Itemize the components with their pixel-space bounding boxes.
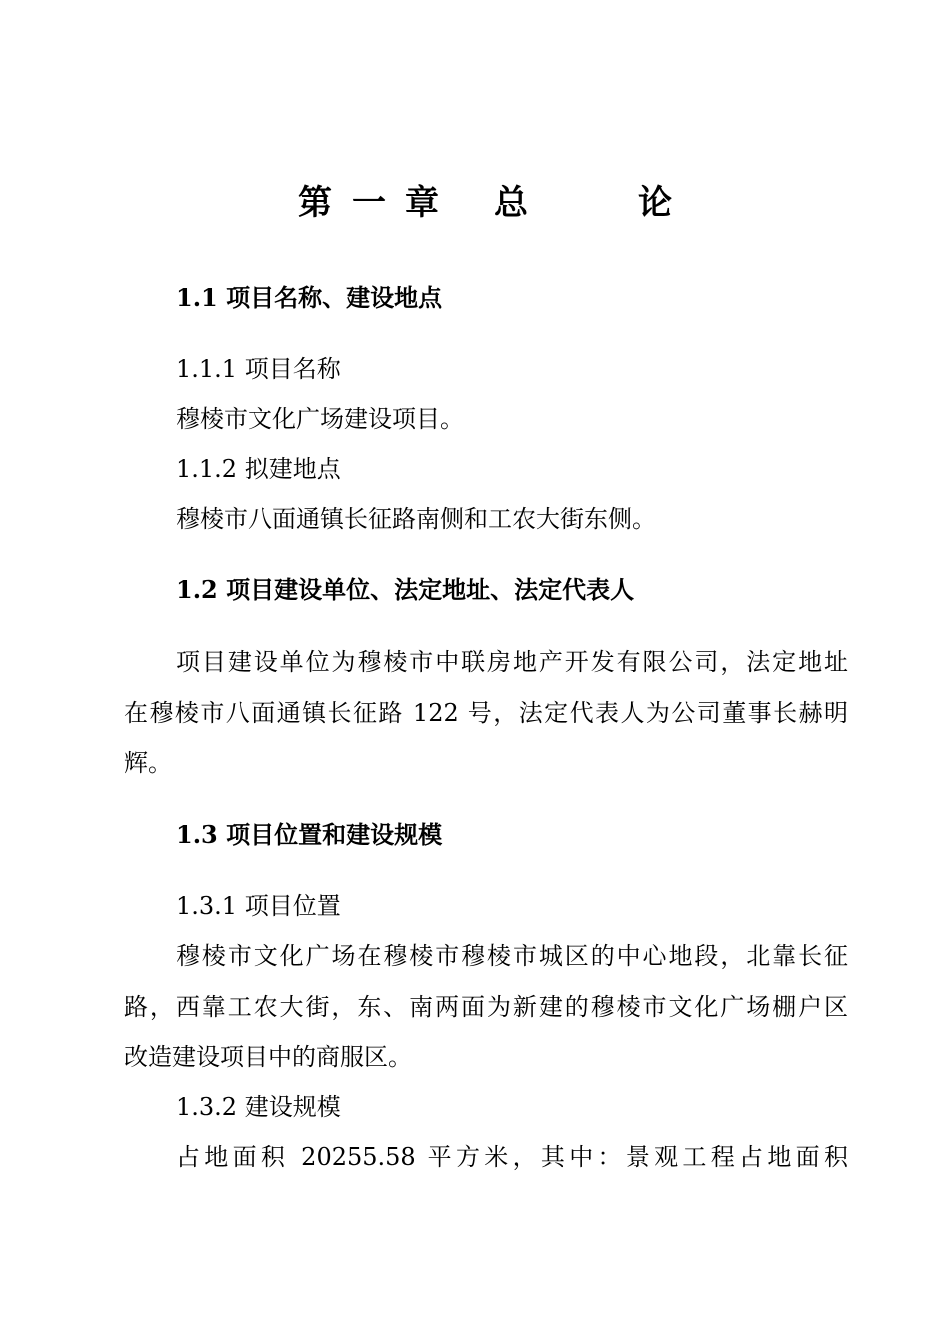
section-1-2-heading: 1.2 项目建设单位、法定地址、法定代表人	[176, 575, 635, 604]
section-1-1-1-heading: 1.1.1 项目名称	[176, 355, 341, 383]
chapter-title-char-5: 论	[638, 183, 672, 223]
section-1-3-1-para-line-3: 改造建设项目中的商服区。	[124, 1043, 412, 1071]
section-1-3-2-para-line-1: 占地面积 20255.58 平方米，其中：景观工程占地面积	[176, 1143, 848, 1171]
section-1-2-para-line-3: 辉。	[124, 749, 172, 777]
chapter-title-char-3: 章	[405, 183, 439, 223]
section-1-1-2-heading: 1.1.2 拟建地点	[176, 455, 341, 483]
chapter-title-char-1: 第	[298, 183, 332, 223]
section-1-3-1-para-line-2: 路，西靠工农大街，东、南两面为新建的穆棱市文化广场棚户区	[124, 993, 848, 1021]
section-1-3-2-heading: 1.3.2 建设规模	[176, 1093, 341, 1121]
section-1-3-1-heading: 1.3.1 项目位置	[176, 892, 341, 920]
chapter-title-char-2: 一	[352, 183, 386, 223]
section-1-1-2-text: 穆棱市八面通镇长征路南侧和工农大街东侧。	[176, 505, 656, 533]
section-1-2-para-line-1: 项目建设单位为穆棱市中联房地产开发有限公司，法定地址	[176, 648, 848, 676]
section-1-3-1-para-line-1: 穆棱市文化广场在穆棱市穆棱市城区的中心地段，北靠长征	[176, 942, 848, 970]
section-1-3-heading: 1.3 项目位置和建设规模	[176, 820, 443, 849]
chapter-title	[0, 178, 950, 228]
section-1-1-heading: 1.1 项目名称、建设地点	[176, 283, 443, 312]
section-1-2-para-line-2: 在穆棱市八面通镇长征路 122 号，法定代表人为公司董事长赫明	[124, 699, 848, 727]
section-1-1-1-text: 穆棱市文化广场建设项目。	[176, 405, 464, 433]
chapter-title-char-4: 总	[494, 183, 528, 223]
